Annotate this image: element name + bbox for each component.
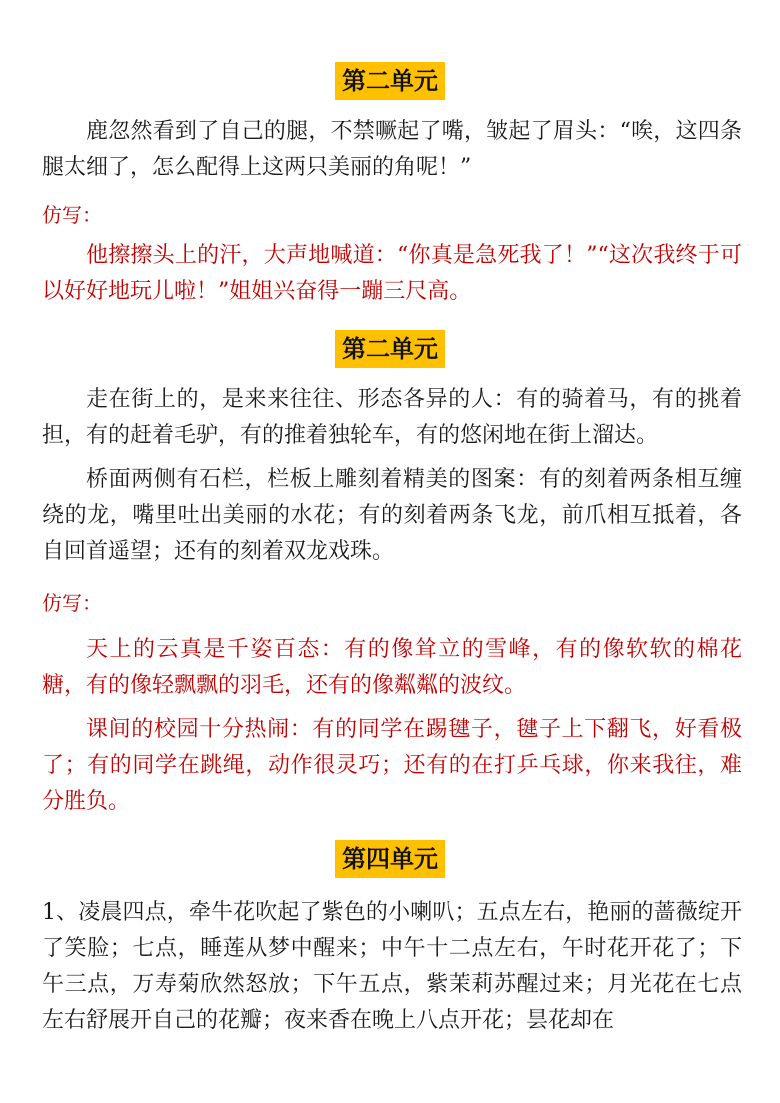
unit1-paragraph: 鹿忽然看到了自己的腿，不禁噘起了嘴，皱起了眉头：“唉，这四条腿太细了，怎么配得上这两只美丽的角呢！”: [42, 119, 742, 180]
unit4-paragraph-1: 1、凌晨四点，牵牛花吹起了紫色的小喇叭；五点左右，艳丽的蔷薇绽开了笑脸；七点，睡莲从梦中醒来；中午十二点左右，午时花开花了；下午三点，万寿菊欣然怒放；下午五点，紫茉莉苏醒过来；月光花在七点左右舒展开自己的花瓣；夜来香在晚上八点开花；昙花却在: [42, 900, 742, 1033]
unit-heading-2: 第二单元: [335, 330, 445, 368]
unit2-imitation-label: 仿写：: [42, 591, 102, 615]
unit2-imitation-2: 课间的校园十分热闹：有的同学在踢毽子，毽子上下翻飞，好看极了；有的同学在跳绳，动作很灵巧；还有的在打乒乓球，你来我往，难分胜负。: [42, 717, 742, 814]
unit2-imitation-1: 天上的云真是千姿百态：有的像耸立的雪峰，有的像软软的棉花糖，有的像轻飘飘的羽毛，还有的像粼粼的波纹。: [42, 637, 742, 698]
unit1-imitation-text: 他擦擦头上的汗，大声地喊道：“你真是急死我了！”“这次我终于可以好好地玩儿啦！”姐姐兴奋得一蹦三尺高。: [42, 243, 742, 304]
unit2-paragraph-2: 桥面两侧有石栏，栏板上雕刻着精美的图案：有的刻着两条相互缠绕的龙，嘴里吐出美丽的水花；有的刻着两条飞龙，前爪相互抵着，各自回首遥望；还有的刻着双龙戏珠。: [42, 467, 742, 564]
unit-heading-4: 第四单元: [335, 840, 445, 878]
unit2-paragraph-1: 走在街上的，是来来往往、形态各异的人：有的骑着马，有的挑着担，有的赶着毛驴，有的推着独轮车，有的悠闲地在街上溜达。: [42, 387, 742, 448]
unit1-imitation-label: 仿写：: [42, 203, 102, 227]
unit-heading-1: 第二单元: [335, 62, 445, 100]
